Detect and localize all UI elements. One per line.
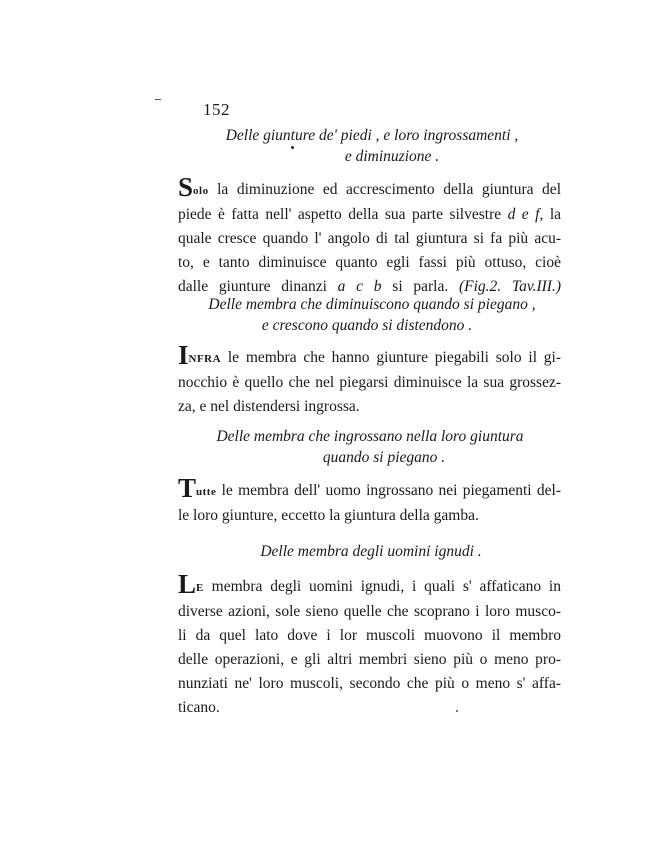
text-line: li da quel lato dove i lor muscoli muovono il membro	[178, 627, 561, 644]
heading-line: Delle membra che diminuiscono quando si piegano ,	[208, 296, 536, 313]
small-caps-word: NFRA	[188, 353, 222, 365]
text-span: le membra che hanno giunture piegabili solo il gi-	[221, 349, 561, 366]
heading-line: Delle giunture de' piedi , e loro ingrossamenti ,	[225, 127, 519, 144]
section-heading	[241, 541, 501, 562]
text-span: membra degli uomini ignudi, i quali s' affaticano in	[203, 578, 561, 595]
small-caps-word: olo	[193, 185, 209, 197]
heading-line: quando si piegano .	[322, 449, 446, 466]
small-caps-word: E	[196, 582, 204, 594]
section-heading	[185, 294, 559, 336]
paper-speck	[456, 710, 458, 712]
text-line: za, e nel distendersi ingrossa.	[178, 398, 360, 415]
text-line	[178, 473, 561, 504]
text-line: nunziati ne' loro muscoli, secondo che più o meno s' affa-	[178, 675, 561, 692]
text-line: to, e tanto diminuisce quanto egli fassi più ottuso, cioè	[178, 254, 561, 271]
text-line: nocchio è quello che nel piegarsi diminuisce la sua grossez-	[178, 374, 561, 391]
text-span: la diminuzione ed accrescimento della giuntura del	[208, 181, 561, 198]
paragraph	[178, 473, 561, 528]
figure-reference: (Fig.2. Tav.III.)	[458, 278, 561, 295]
drop-cap: L	[178, 569, 197, 599]
heading-line: e diminuzione .	[344, 148, 440, 165]
paragraph	[178, 340, 561, 419]
drop-cap: T	[178, 473, 197, 503]
letter-ref: d e f	[507, 206, 540, 223]
text-line	[178, 340, 561, 371]
page-number: 152	[203, 100, 230, 119]
small-caps-word: utte	[196, 486, 217, 498]
text-line: delle operazioni, e gli altri membri sieno più o meno pro-	[178, 651, 561, 668]
heading-line: Delle membra che ingrossano nella loro giuntura	[216, 428, 524, 445]
heading-line: e crescono quando si distendono .	[261, 317, 473, 334]
paragraph	[178, 569, 561, 720]
text-line: dalle giunture dinanzi a c b si parla. (Fig.2. Tav.III.)	[178, 278, 561, 295]
paragraph	[178, 172, 562, 299]
text-line: le loro giunture, eccetto la giuntura della gamba.	[178, 507, 479, 524]
letter-ref: a c b	[337, 278, 382, 295]
text-span: le membra dell' uomo ingrossano nei piegamenti del-	[216, 482, 561, 499]
section-heading	[207, 125, 537, 167]
section-heading	[199, 426, 541, 468]
text-line: quale cresce quando l' angolo di tal giuntura si fa più acu-	[178, 230, 561, 247]
text-line	[178, 569, 561, 600]
ornament-dot	[291, 146, 294, 149]
text-line: ticano.	[178, 699, 220, 716]
drop-cap: S	[178, 172, 194, 202]
drop-cap: I	[178, 340, 189, 370]
text-line	[178, 172, 561, 203]
text-line: diverse azioni, sole sieno quelle che scoprano i loro musco-	[178, 603, 561, 620]
margin-mark	[155, 99, 161, 100]
heading-line: Delle membra degli uomini ignudi .	[260, 543, 482, 560]
text-line: piede è fatta nell' aspetto della sua parte silvestre d e f, la	[178, 206, 562, 223]
